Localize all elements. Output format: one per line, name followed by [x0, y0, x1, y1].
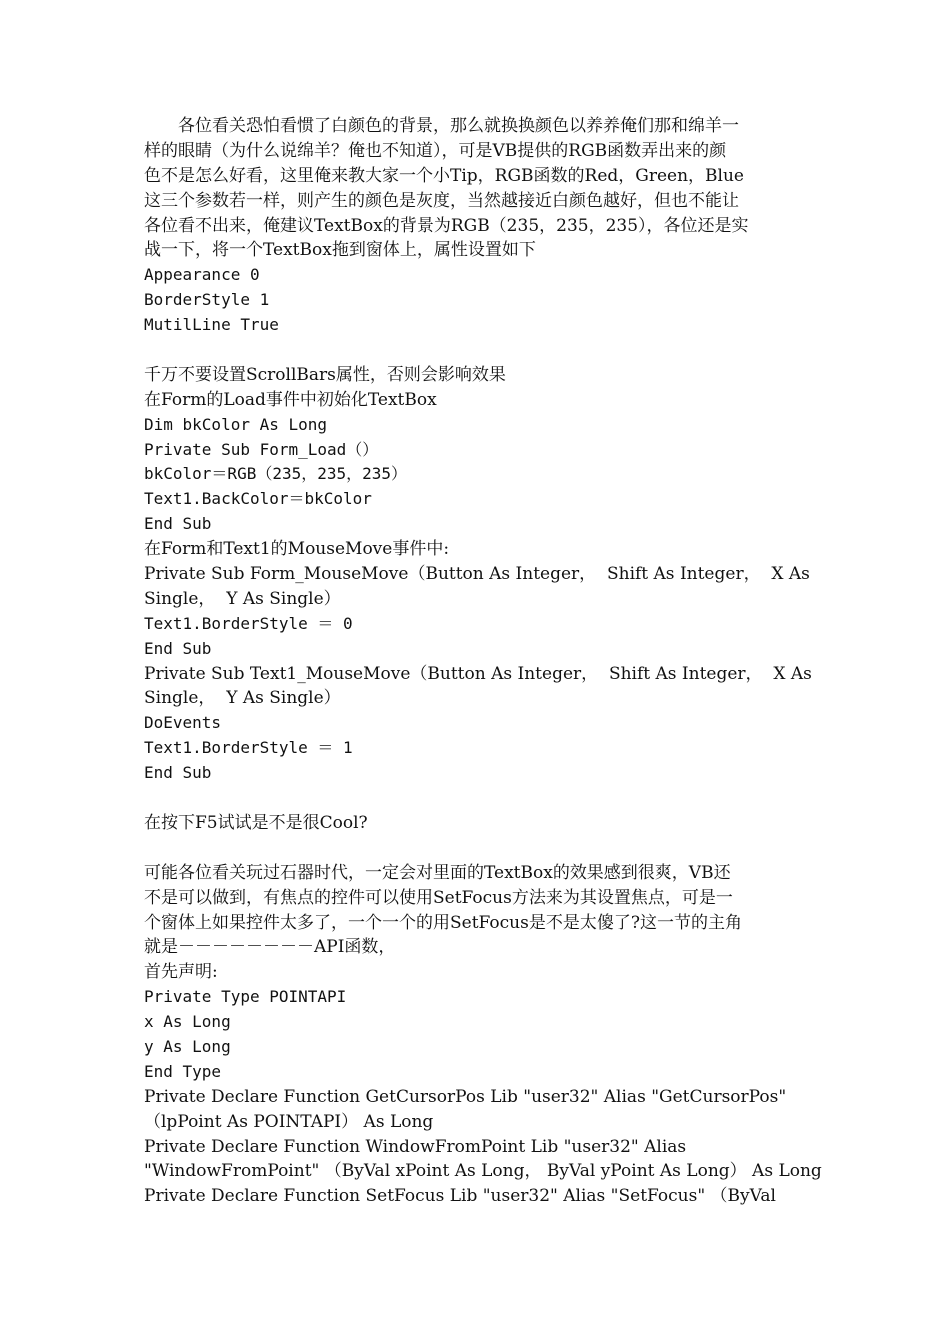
code-line: Single， Y As Single）: [144, 588, 341, 609]
property-line: Appearance 0: [144, 265, 260, 285]
code-line: x As Long: [144, 1012, 231, 1032]
code-line: DoEvents: [144, 713, 222, 733]
code-line: y As Long: [144, 1036, 231, 1056]
property-line: MutilLine True: [144, 315, 279, 335]
text-line: 色不是怎么好看，这里俺来教大家一个小Tip，RGB函数的Red，Green，Blue: [144, 165, 744, 186]
code-section-mousemove: [144, 363, 810, 786]
code-line: Private Declare Function SetFocus Lib "user32" Alias "SetFocus" （ByVal: [144, 1186, 776, 1207]
text-line: 这三个参数若一样，则产生的颜色是灰度，当然越接近白颜色越好，但也不能让: [144, 190, 739, 211]
code-line: End Sub: [144, 638, 212, 658]
text-line: 首先声明:: [144, 962, 218, 983]
text-line: 不是可以做到，有焦点的控件可以使用SetFocus方法来为其设置焦点，可是一: [144, 887, 733, 908]
text-line: 各位看关恐怕看惯了白颜色的背景，那么就换换颜色以养养俺们那和绵羊一: [178, 116, 739, 136]
text-line: 样的眼睛（为什么说绵羊？俺也不知道），可是VB提供的RGB函数弄出来的颜: [144, 140, 727, 161]
code-line: Text1.BorderStyle ＝ 1: [144, 738, 353, 758]
property-list: [144, 263, 810, 338]
question-line: 在按下F5试试是不是很Cool?: [144, 812, 368, 833]
text-line: 可能各位看关玩过石器时代，一定会对里面的TextBox的效果感到很爽，VB还: [144, 862, 731, 883]
code-line: Text1.BorderStyle ＝ 0: [144, 613, 353, 633]
code-line: Dim bkColor As Long: [144, 414, 328, 434]
code-line: Private Declare Function WindowFromPoint Lib "user32" Alias: [144, 1136, 687, 1157]
intro-paragraph: [144, 114, 810, 263]
text-line: 战一下，将一个TextBox拖到窗体上，属性设置如下: [144, 240, 536, 261]
text-line: 在Form的Load事件中初始化TextBox: [144, 389, 437, 410]
blank-line: [144, 338, 810, 363]
text-line: 各位看不出来，俺建议TextBox的背景为RGB（235，235，235），各位还是实: [144, 215, 749, 236]
text-line: 在Form和Text1的MouseMove事件中:: [144, 539, 450, 560]
code-section-api: [144, 861, 822, 1209]
code-line: （lpPoint As POINTAPI） As Long: [144, 1111, 434, 1132]
text-line: 就是－－－－－－－－API函数，: [144, 937, 396, 958]
code-line: Private Type POINTAPI: [144, 987, 347, 1007]
code-line: bkColor＝RGB（235，235，235）: [144, 464, 408, 484]
blank-line: [144, 786, 810, 811]
code-line: Text1.BackColor＝bkColor: [144, 489, 372, 509]
code-line: "WindowFromPoint" （ByVal xPoint As Long， ByVal yPoint As Long） As Long: [144, 1161, 822, 1182]
property-line: BorderStyle 1: [144, 290, 270, 310]
code-line: End Type: [144, 1061, 222, 1081]
text-line: 个窗体上如果控件太多了，一个一个的用SetFocus是不是太傻了?这一节的主角: [144, 912, 742, 933]
code-line: End Sub: [144, 763, 212, 783]
code-line: Private Declare Function GetCursorPos Lib "user32" Alias "GetCursorPos": [144, 1086, 787, 1107]
blank-line: [144, 836, 810, 861]
code-line: Private Sub Text1_MouseMove（Button As Integer， Shift As Integer， X As: [144, 663, 812, 684]
code-line: Single， Y As Single）: [144, 688, 341, 709]
code-line: Private Sub Form_Load（）: [144, 439, 379, 459]
text-line: 千万不要设置ScrollBars属性，否则会影响效果: [144, 364, 506, 385]
code-line: End Sub: [144, 514, 212, 534]
document-body: [144, 114, 822, 1209]
code-line: Private Sub Form_MouseMove（Button As Integer， Shift As Integer， X As: [144, 564, 810, 585]
